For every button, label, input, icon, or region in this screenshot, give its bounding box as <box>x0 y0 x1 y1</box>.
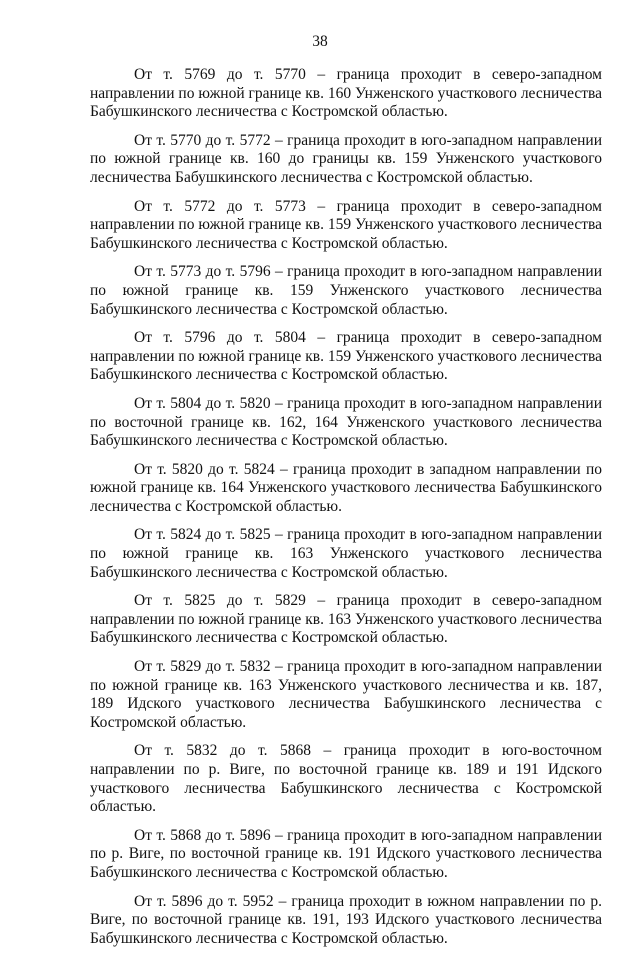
document-body <box>90 66 602 958</box>
paragraph: От т. 5868 до т. 5896 – граница проходит в юго-западном направлении по р. Виге, по восточной границе кв. 191 Идского участкового лесничества Бабушкинского лесничества с Костромской областью. <box>90 826 602 881</box>
paragraph: От т. 5820 до т. 5824 – граница проходит в западном направлении по южной границе кв. 164 Унженского участкового лесничества Бабушкинского лесничества с Костромской областью. <box>90 460 602 515</box>
paragraph: От т. 5829 до т. 5832 – граница проходит в юго-западном направлении по южной границе кв. 163 Унженского участкового лесничества и кв. 187, 189 Идского участкового лесничества Бабушкинского лесничества с Костромской областью. <box>90 658 602 731</box>
paragraph: От т. 5832 до т. 5868 – граница проходит в юго-восточном направлении по р. Виге, по восточной границе кв. 189 и 191 Идского участкового лесничества Бабушкинского лесничества с Костромской областью. <box>90 742 602 816</box>
paragraph: От т. 5772 до т. 5773 – граница проходит в северо-западном направлении по южной границе кв. 159 Унженского участкового лесничества Бабушкинского лесничества с Костромской областью. <box>90 197 602 252</box>
page-number: 38 <box>312 33 328 50</box>
paragraph: От т. 5773 до т. 5796 – граница проходит в юго-западном направлении по южной границе кв. 159 Унженского участкового лесничества Бабушкинского лесничества с Костромской областью. <box>90 263 602 318</box>
paragraph: От т. 5770 до т. 5772 – граница проходит в юго-западном направлении по южной границе кв. 160 до границы кв. 159 Унженского участкового лесничества Бабушкинского лесничества с Костромской областью. <box>90 131 602 186</box>
paragraph: От т. 5796 до т. 5804 – граница проходит в северо-западном направлении по южной границе кв. 159 Унженского участкового лесничества Бабушкинского лесничества с Костромской областью. <box>90 329 602 384</box>
paragraph: От т. 5769 до т. 5770 – граница проходит в северо-западном направлении по южной границе кв. 160 Унженского участкового лесничества Бабушкинского лесничества с Костромской областью. <box>90 66 602 121</box>
paragraph: От т. 5896 до т. 5952 – граница проходит в южном направлении по р. Виге, по восточной границе кв. 191, 193 Идского участкового лесничества Бабушкинского лесничества с Костромской областью. <box>90 892 602 947</box>
paragraph: От т. 5824 до т. 5825 – граница проходит в юго-западном направлении по южной границе кв. 163 Унженского участкового лесничества Бабушкинского лесничества с Костромской областью. <box>90 526 602 581</box>
paragraph: От т. 5825 до т. 5829 – граница проходит в северо-западном направлении по южной границе кв. 163 Унженского участкового лесничества Бабушкинского лесничества с Костромской областью. <box>90 592 602 647</box>
paragraph: От т. 5804 до т. 5820 – граница проходит в юго-западном направлении по восточной границе кв. 162, 164 Унженского участкового лесничества Бабушкинского лесничества с Костромской областью. <box>90 394 602 450</box>
